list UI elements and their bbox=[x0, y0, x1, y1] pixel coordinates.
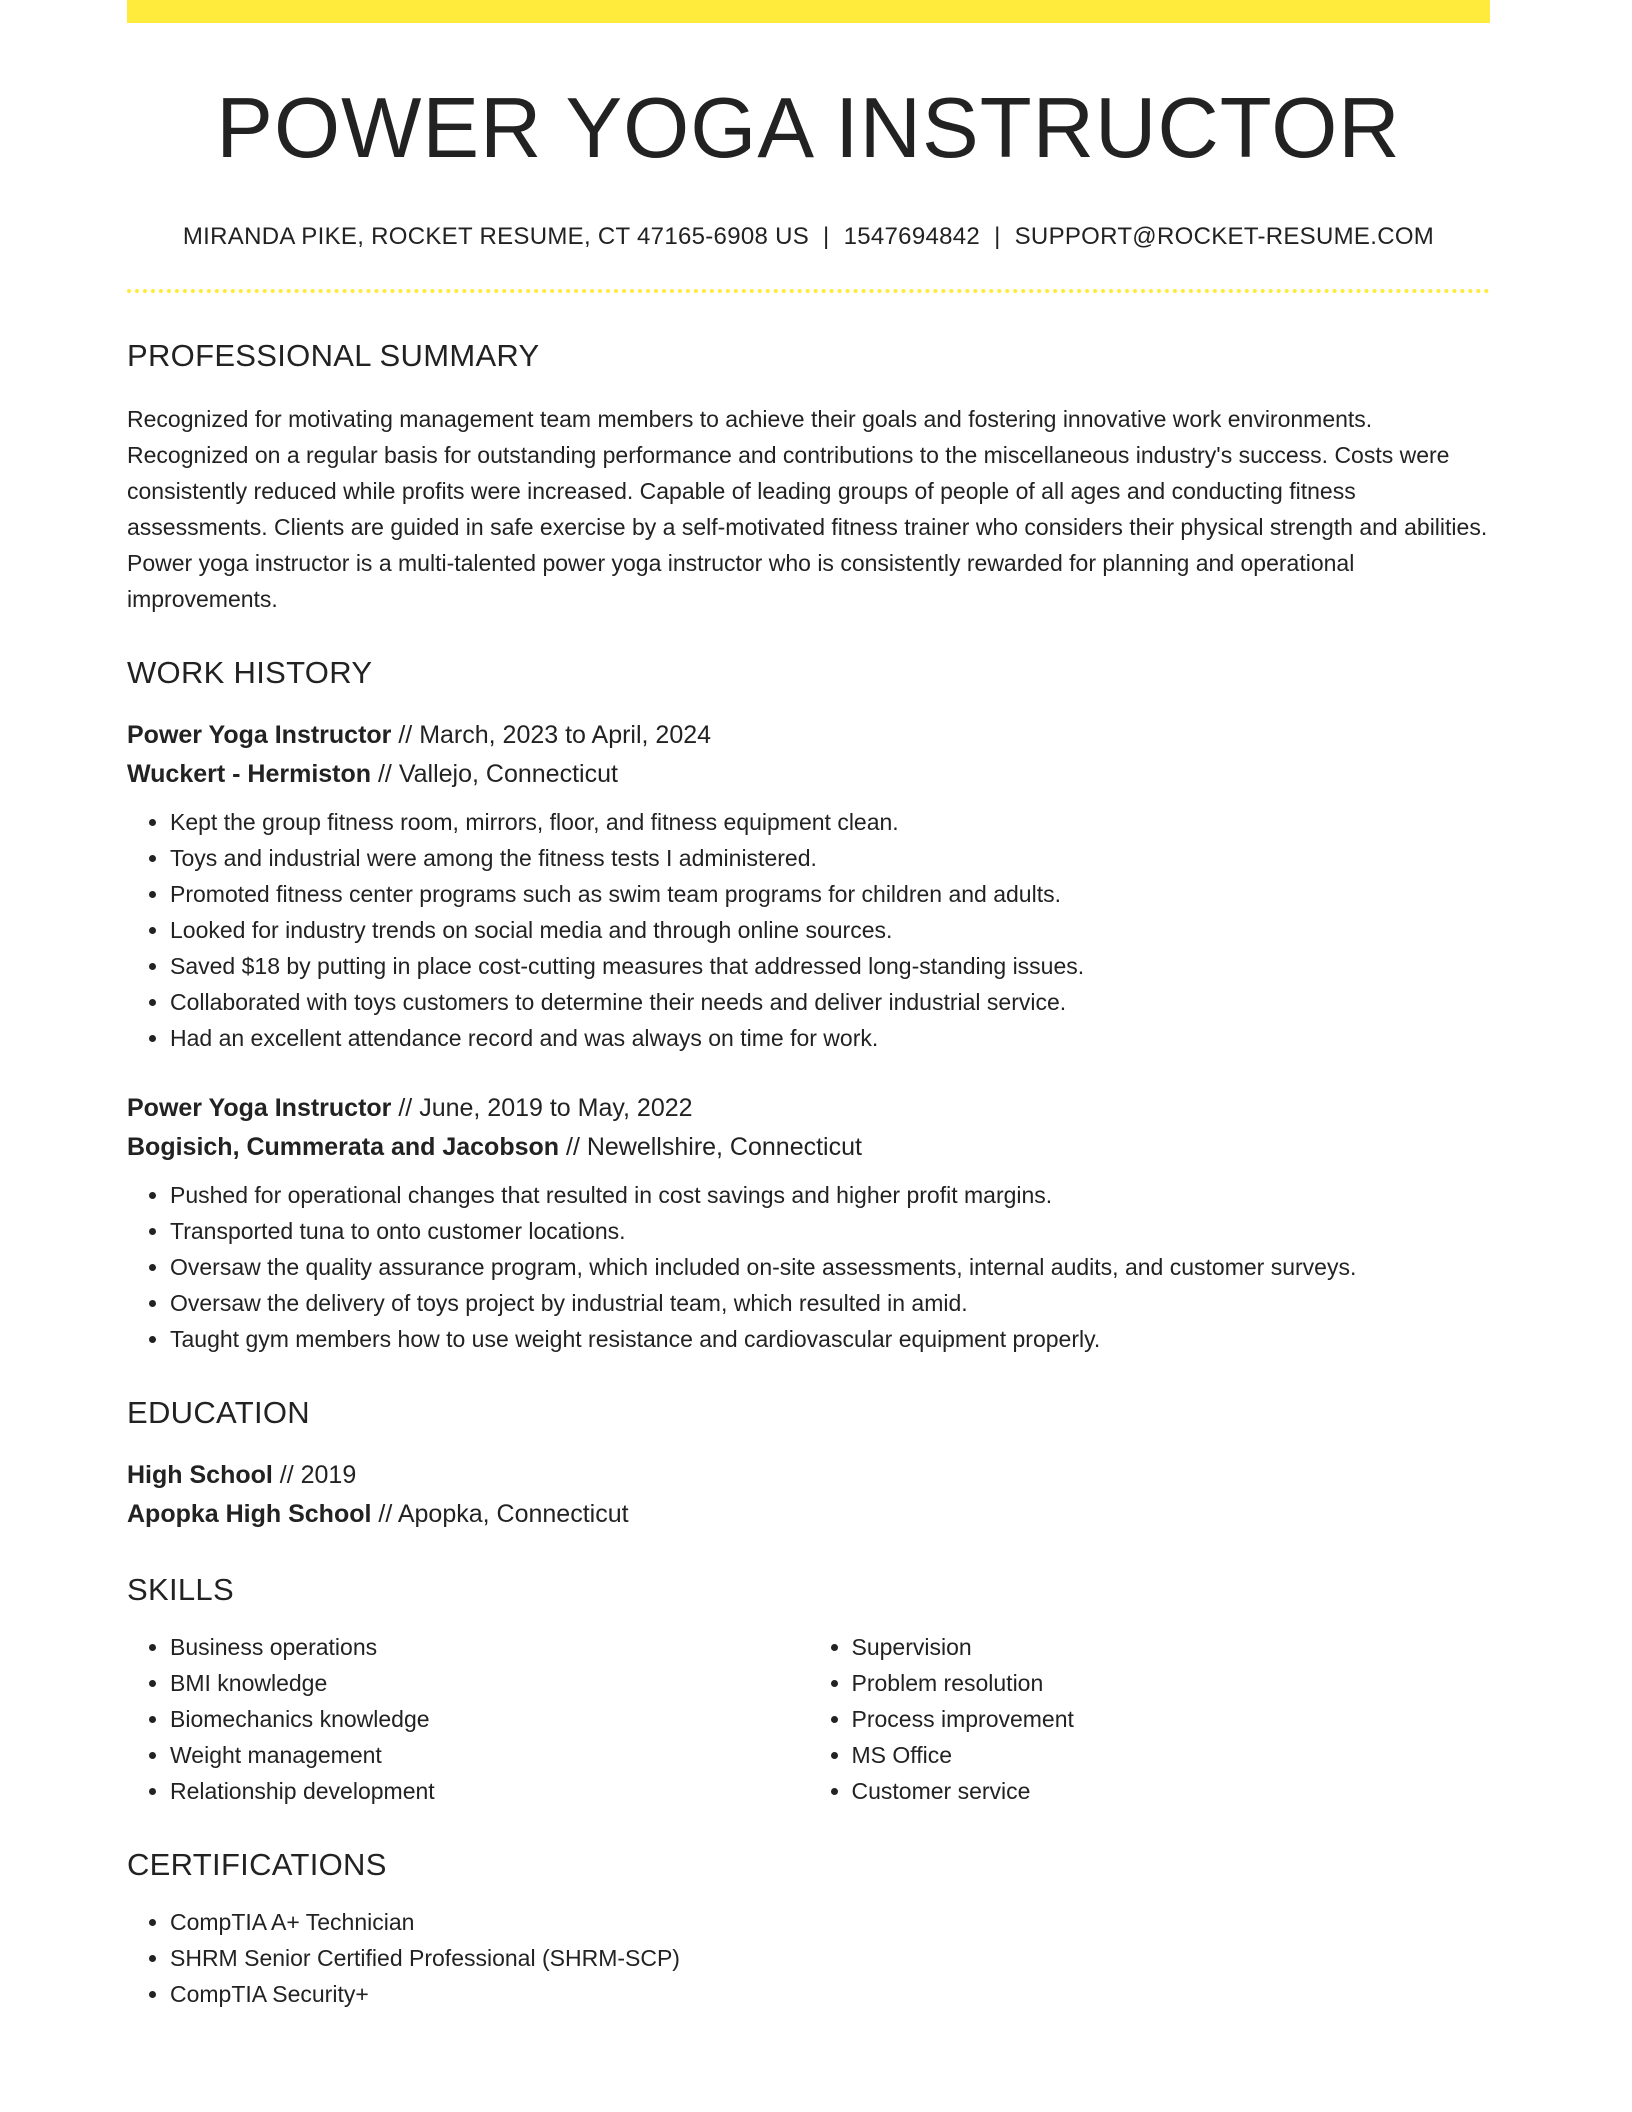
education-location: // Apopka, Connecticut bbox=[371, 1500, 629, 1528]
job-title: Power Yoga Instructor bbox=[127, 1094, 392, 1122]
list-item: • Kept the group fitness room, mirrors, floor, and fitness equipment clean. bbox=[170, 804, 1490, 840]
job-company: Bogisich, Cummerata and Jacobson bbox=[127, 1133, 560, 1161]
job-company: Wuckert - Hermiston bbox=[127, 760, 372, 788]
job-dates: // June, 2019 to May, 2022 bbox=[391, 1094, 693, 1122]
list-item: • Collaborated with toys customers to determine their needs and deliver industrial service. bbox=[170, 984, 1490, 1020]
job-company-line bbox=[127, 755, 1490, 794]
list-item: • Biomechanics knowledge bbox=[170, 1701, 809, 1737]
certifications-list bbox=[127, 1904, 1490, 2012]
job-dates: // March, 2023 to April, 2024 bbox=[391, 721, 712, 749]
list-item: • MS Office bbox=[852, 1737, 1491, 1773]
list-item: • Business operations bbox=[170, 1629, 809, 1665]
list-item: • Taught gym members how to use weight resistance and cardiovascular equipment properly. bbox=[170, 1321, 1490, 1357]
education-school: Apopka High School bbox=[127, 1500, 372, 1528]
contact-phone: 1547694842 bbox=[843, 223, 981, 250]
list-item: • Pushed for operational changes that resulted in cost savings and higher profit margins. bbox=[170, 1177, 1490, 1213]
dotted-divider bbox=[127, 289, 1490, 293]
contact-separator: | bbox=[994, 223, 1001, 250]
skills-heading: SKILLS bbox=[127, 1572, 234, 1607]
certifications-heading: CERTIFICATIONS bbox=[127, 1847, 387, 1882]
job-title: Power Yoga Instructor bbox=[127, 721, 392, 749]
top-accent-bar bbox=[127, 0, 1490, 23]
resume-title: POWER YOGA INSTRUCTOR bbox=[216, 81, 1401, 176]
contact-line bbox=[127, 225, 1490, 249]
list-item: • Transported tuna to onto customer locations. bbox=[170, 1213, 1490, 1249]
list-item: • Supervision bbox=[852, 1629, 1491, 1665]
education-degree: High School bbox=[127, 1461, 273, 1489]
list-item: • Had an excellent attendance record and was always on time for work. bbox=[170, 1020, 1490, 1056]
job-company-line bbox=[127, 1128, 1490, 1167]
education-year: // 2019 bbox=[272, 1461, 357, 1489]
skills-left-list bbox=[127, 1629, 809, 1809]
list-item: • SHRM Senior Certified Professional (SHRM-SCP) bbox=[170, 1940, 1490, 1976]
work-history-heading: WORK HISTORY bbox=[127, 655, 373, 690]
education-degree-line bbox=[127, 1456, 1490, 1495]
summary-text: Recognized for motivating management team members to achieve their goals and fostering innovative work environments. Recognized on a regular basis for outstanding performance and contributions to the miscellaneous industry's success. Costs were consistently reduced while profits were increased. Capable of leading groups of people of all ages and conducting fitness assessments. Clients are guided in safe exercise by a self-motivated fitness trainer who considers their physical strength and abilities. Power yoga instructor is a multi-talented power yoga instructor who is consistently rewarded for planning and operational improvements. bbox=[127, 406, 1488, 612]
list-item: • CompTIA A+ Technician bbox=[170, 1904, 1490, 1940]
skills-right-list bbox=[809, 1629, 1491, 1809]
contact-separator: | bbox=[823, 223, 830, 250]
list-item: • Relationship development bbox=[170, 1773, 809, 1809]
skills-columns bbox=[127, 1629, 1490, 1809]
job-location: // Newellshire, Connecticut bbox=[559, 1133, 862, 1161]
summary-heading: PROFESSIONAL SUMMARY bbox=[127, 338, 540, 373]
list-item: • Process improvement bbox=[852, 1701, 1491, 1737]
contact-address: MIRANDA PIKE, ROCKET RESUME, CT 47165-6908 US bbox=[182, 223, 810, 250]
list-item: • CompTIA Security+ bbox=[170, 1976, 1490, 2012]
job-title-line bbox=[127, 1089, 1490, 1128]
list-item: • Promoted fitness center programs such as swim team programs for children and adults. bbox=[170, 876, 1490, 912]
resume-page bbox=[127, 0, 1490, 2012]
education-school-line bbox=[127, 1495, 1490, 1534]
list-item: • BMI knowledge bbox=[170, 1665, 809, 1701]
list-item: • Customer service bbox=[852, 1773, 1491, 1809]
job-bullets bbox=[127, 1177, 1490, 1357]
list-item: • Oversaw the delivery of toys project by industrial team, which resulted in amid. bbox=[170, 1285, 1490, 1321]
job-location: // Vallejo, Connecticut bbox=[371, 760, 618, 788]
list-item: • Looked for industry trends on social media and through online sources. bbox=[170, 912, 1490, 948]
list-item: • Weight management bbox=[170, 1737, 809, 1773]
list-item: • Oversaw the quality assurance program, which included on-site assessments, internal audits, and customer surveys. bbox=[170, 1249, 1490, 1285]
job-title-line bbox=[127, 716, 1490, 755]
job-bullets bbox=[127, 804, 1490, 1056]
list-item: • Saved $18 by putting in place cost-cutting measures that addressed long-standing issues. bbox=[170, 948, 1490, 984]
list-item: • Problem resolution bbox=[852, 1665, 1491, 1701]
list-item: • Toys and industrial were among the fitness tests I administered. bbox=[170, 840, 1490, 876]
education-heading: EDUCATION bbox=[127, 1395, 310, 1430]
contact-email: SUPPORT@ROCKET-RESUME.COM bbox=[1014, 223, 1435, 250]
